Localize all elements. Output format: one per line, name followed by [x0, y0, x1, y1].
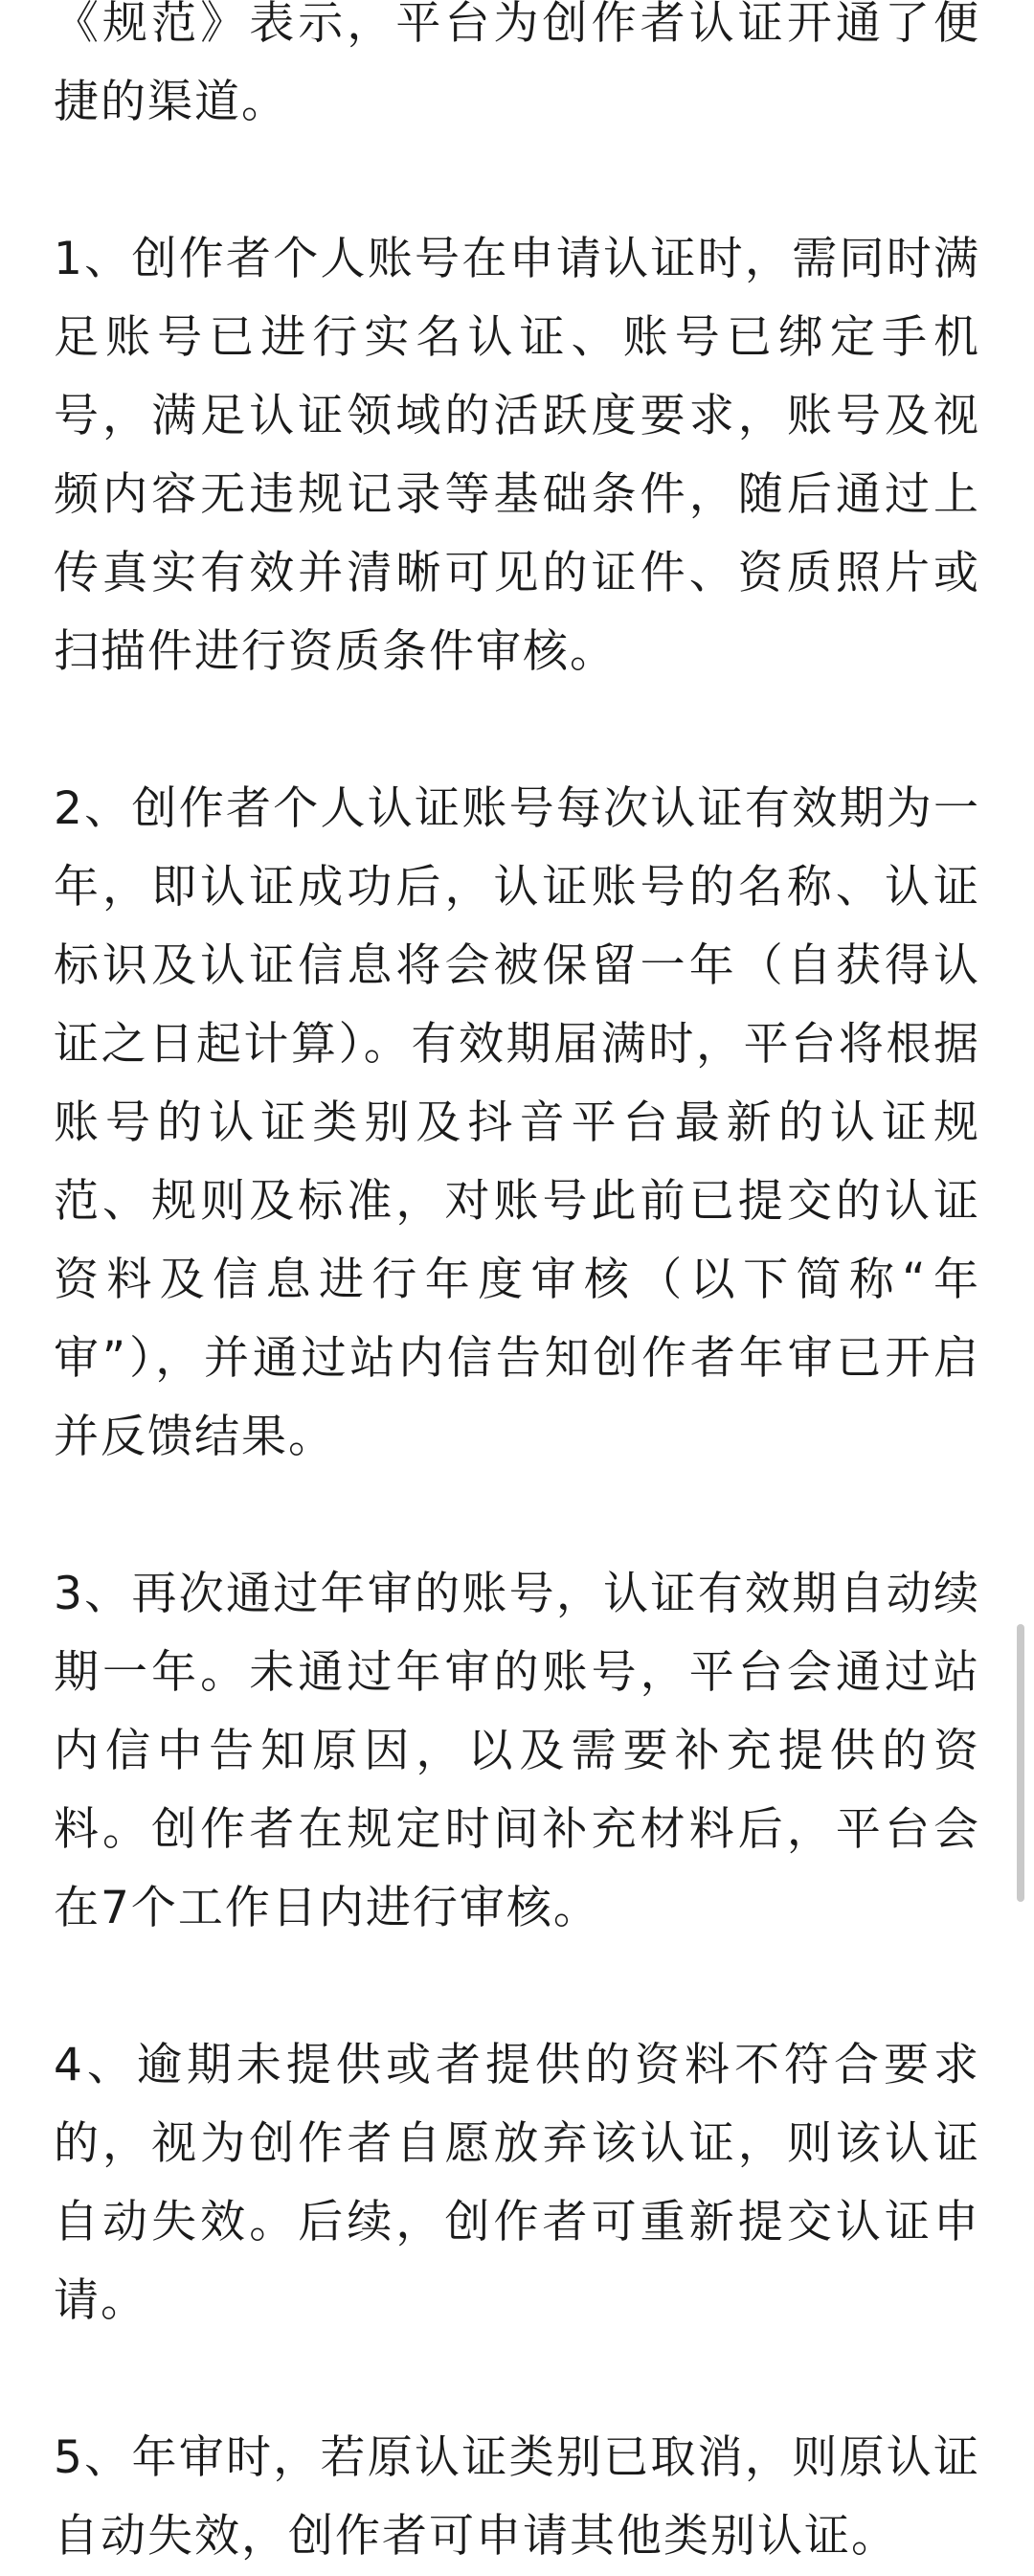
- article-body: [54, 0, 980, 2576]
- vertical-scrollbar[interactable]: [1017, 1624, 1024, 1902]
- rule-paragraph-1: 1、创作者个人账号在申请认证时，需同时满足账号已进行实名认证、账号已绑定手机号，满足认证领域的活跃度要求，账号及视频内容无违规记录等基础条件，随后通过上传真实有效并清晰可见的证件、资质照片或扫描件进行资质条件审核。: [54, 233, 980, 678]
- rule-paragraph-3: 3、再次通过年审的账号，认证有效期自动续期一年。未通过年审的账号，平台会通过站内信中告知原因，以及需要补充提供的资料。创作者在规定时间补充材料后，平台会在7个工作日内进行审核。: [54, 1568, 980, 1934]
- intro-paragraph: 《规范》表示，平台为创作者认证开通了便捷的渠道。: [54, 0, 980, 128]
- rule-paragraph-4: 4、逾期未提供或者提供的资料不符合要求的，视为创作者自愿放弃该认证，则该认证自动失效。后续，创作者可重新提交认证申请。: [54, 2039, 980, 2327]
- rule-paragraph-5: 5、年审时，若原认证类别已取消，则原认证自动失效，创作者可申请其他类别认证。: [54, 2431, 980, 2563]
- rule-paragraph-2: 2、创作者个人认证账号每次认证有效期为一年，即认证成功后，认证账号的名称、认证标识及认证信息将会被保留一年（自获得认证之日起计算）。有效期届满时，平台将根据账号的认证类别及抖音平台最新的认证规范、规则及标准，对账号此前已提交的认证资料及信息进行年度审核（以下简称“年审”），并通过站内信告知创作者年审已开启并反馈结果。: [54, 782, 980, 1463]
